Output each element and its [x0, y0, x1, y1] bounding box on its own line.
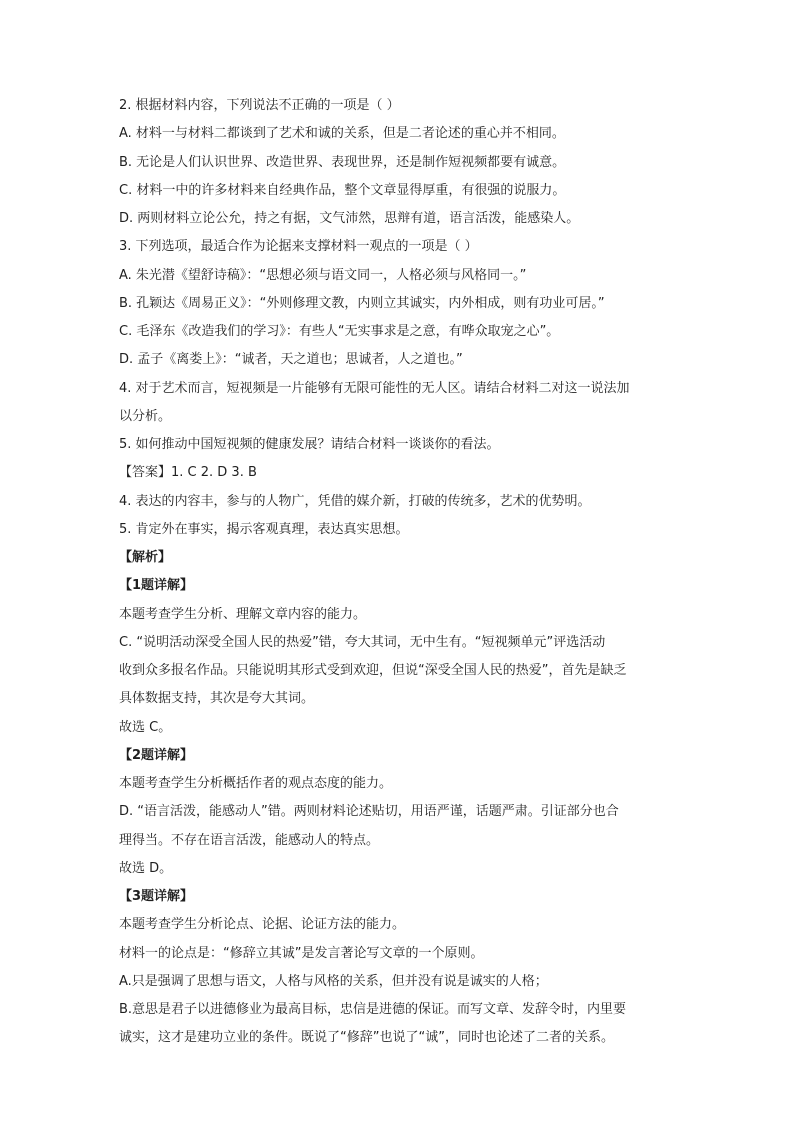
detail-3-line-1: 本题考查学生分析论点、论据、论证方法的能力。	[119, 917, 406, 933]
detail-2-conclusion: 故选 D。	[119, 860, 173, 876]
document-page	[119, 92, 679, 1053]
detail-1-conclusion: 故选 C。	[119, 719, 172, 735]
detail-2-line-1: 本题考查学生分析概括作者的观点态度的能力。	[119, 776, 393, 791]
question-2-option-c: C. 材料一中的许多材料来自经典作品，整个文章显得厚重，有很强的说服力。	[119, 182, 566, 198]
question-2-stem: 2. 根据材料内容，下列说法不正确的一项是（ ）	[119, 98, 400, 113]
question-3-option-b: B. 孔颖达《周易正义》：“外则修理文教，内则立其诚实，内外相成，则有功业可居。”	[119, 295, 605, 311]
question-3-stem: 3. 下列选项，最适合作为论据来支撑材料一观点的一项是（ ）	[119, 239, 478, 255]
answer-5: 5. 肯定外在事实，揭示客观真理，表达真实思想。	[119, 521, 409, 537]
question-2-option-b: B. 无论是人们认识世界、改造世界、表现世界，还是制作短视频都要有诚意。	[119, 154, 566, 170]
detail-1-line-2: C. “说明活动深受全国人民的热爱”错，夸大其词，无中生有。“短视频单元”评选活动	[119, 634, 606, 650]
question-3-option-c: C. 毛泽东《改造我们的学习》：有些人“无实事求是之意，有哗众取宠之心”。	[119, 324, 560, 339]
detail-3-line-4: B.意思是君子以进德修业为最高目标，忠信是进德的保证。而写文章、发辞令时，内里要	[119, 1002, 627, 1017]
question-4-line-1: 4. 对于艺术而言，短视频是一片能够有无限可能性的无人区。请结合材料二对这一说法加	[119, 380, 630, 396]
detail-3-line-5: 诚实，这才是建功立业的条件。既说了“修辞”也说了“诚”，同时也论述了二者的关系。	[119, 1030, 614, 1046]
question-3-option-a: A. 朱光潜《望舒诗稿》：“思想必须与语文同一，人格必须与风格同一。”	[119, 267, 527, 283]
answer-4: 4. 表达的内容丰，参与的人物广，凭借的媒介新，打破的传统多，艺术的优势明。	[119, 493, 591, 509]
detail-1-line-3: 收到众多报名作品。只能说明其形式受到欢迎，但说“深受全国人民的热爱”，首先是缺乏	[119, 663, 627, 678]
question-3-option-d: D. 孟子《离娄上》：“诚者，天之道也；思诚者，人之道也。”	[119, 352, 463, 368]
question-5-stem: 5. 如何推动中国短视频的健康发展？请结合材料一谈谈你的看法。	[119, 437, 500, 452]
question-2-option-a: A. 材料一与材料二都谈到了艺术和诚的关系，但是二者论述的重心并不相同。	[119, 126, 565, 142]
detail-2-line-3: 理得当。不存在语言活泼，能感动人的特点。	[119, 832, 380, 848]
detail-2-header: 【2题详解】	[119, 747, 194, 763]
detail-1-line-1: 本题考查学生分析、理解文章内容的能力。	[119, 606, 367, 622]
detail-3-line-3: A.只是强调了思想与语文，人格与风格的关系，但并没有说是诚实的人格；	[119, 973, 548, 989]
answer-header: 【答案】1. C 2. D 3. B	[119, 465, 257, 481]
detail-1-header: 【1题详解】	[119, 578, 194, 594]
detail-1-line-4: 具体数据支持，其次是夸大其词。	[119, 691, 315, 707]
detail-3-line-2: 材料一的论点是：“修辞立其诚”是发言著论写文章的一个原则。	[119, 945, 484, 961]
analysis-header: 【解析】	[119, 550, 172, 565]
question-2-option-d: D. 两则材料立论公允，持之有据，文气沛然，思辩有道，语言活泼，能感染人。	[119, 211, 580, 226]
detail-2-line-2: D. “语言活泼，能感动人”错。两则材料论述贴切，用语严谨，话题严肃。引证部分也合	[119, 804, 619, 820]
detail-3-header: 【3题详解】	[119, 889, 194, 904]
question-4-line-2: 以分析。	[119, 408, 172, 424]
